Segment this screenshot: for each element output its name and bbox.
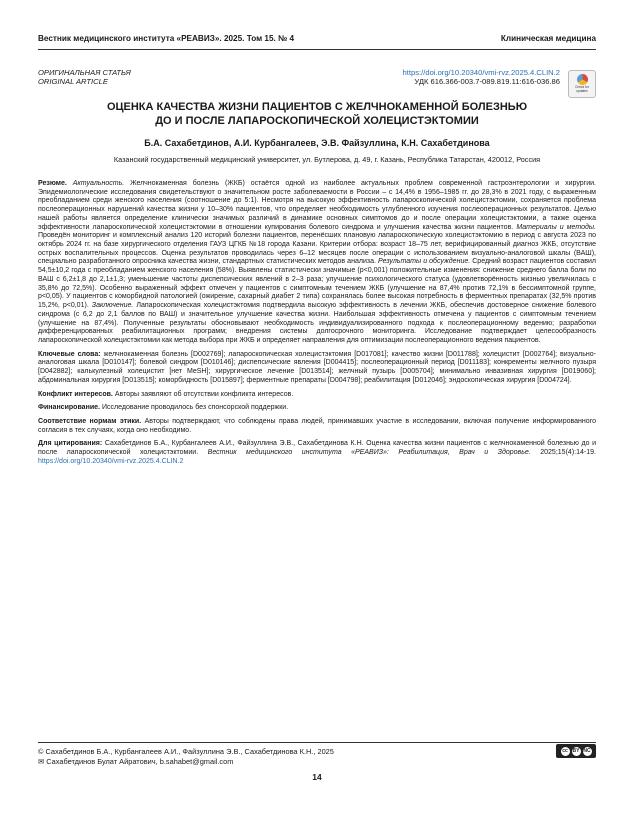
funding: Финансирование. Исследование проводилось без спонсорской поддержки. [38,404,289,412]
abstract: Резюме. Актуальность. Желчнокаменная болезнь (ЖКБ) остаётся одной из наиболее актуальных проблем современной гастроэнтерологии и хирургии. Эпидемиологические исследования свидетельствуют о значительном росте заболеваемости в России – с 14,4% в 1956–1985 гг. до 28,3% в 2021 году, с выраженным преобладанием среди женского населения (соотношение до 5:1). Несмотря на высокую эффективность лапароскопической холецистэктомии, сохраняется проблема послеоперационных нарушений качества жизни у 10–30% пациентов, что определяет необходимость углубленного изучения послеоперационных результатов. Целью нашей работы является определение клинически значимых различий в динамике основных симптомов до и после операции холецистэктомии, а также оценка эффективности лапароскопической холецистэктомии в отношении купирования болевого синдрома и улучшения качества жизни пациентов. Материалы и методы. Проведён мониторинг и комплексный анализ 120 историй болезни пациентов, перенёсших плановую лапароскопическую холецистэктомию в период с августа 2023 по октябрь 2024 гг. на базе хирургического отделения ГАУЗ ЦГКБ №18 города Казани. Критерии отбора: возраст 18–75 лет, верифицированный диагноз ЖКБ, отсутствие острых воспалительных процессов. Оценка результатов проводилась через 6–12 месяцев после операции с использованием визуально-аналоговой шкалы (ВАШ), специально разработанного опросника качества жизни, стандартных статистических методов анализа. Результаты и обсуждение. Средний возраст пациентов составил 54,5±10,2 года с преобладанием женского населения (58%). Выявлены статистически значимые (p<0,001) положительные изменения: снижение среднего балла боли по ВАШ с 6,2±1,8 до 2,1±1,3; уменьшение частоты диспепсических явлений в 2–3 раза; улучшение психологического статуса (удовлетворённость жизнью увеличилась с 35,8% до 72,5%). Особенно выраженный эффект отмечен у пациентов с симптомным течением ЖКБ (улучшение на 87,4% против 72,1% в бессимптомной группе, p<0,05). У пациентов с коморбидной патологией (ожирение, сахарный диабет 2 типа) сохранялась более высокая потребность в ферментных препаратах (32,5% против 15,2%, p<0,01). Заключение. Лапароскопическая холецистэктомия подтвердила высокую эффективность в лечении ЖКБ, обеспечив достоверное снижение болевого синдрома (с 6,2 до 2,1 баллов по ВАШ) и значительное улучшение качества жизни. Наибольшая эффективность отмечена у пациентов с симптомным течением (улучшение на 87,4%). Полученные результаты обосновывают необходимость индивидуализированного подхода к послеоперационному ведению; разработки дифференцированных реабилитационных программ; внедрения системы долгосрочного мониторинга. Исследование подтверждает целесообразность лапароскопической холецистэктомии как метода выбора при ЖКБ и определяет направления для оптимизации послеоперационного ведения пациентов. [38,180,597,344]
nc-icon: NC [583,747,591,754]
header-divider [38,49,596,50]
journal-name: Вестник медицинского института «РЕАВИЗ». 2025. Том 15. № 4 [38,34,295,43]
footer-divider [38,742,596,743]
ethics: Соответствие нормам этики. Авторы подтверждают, что соблюдены права людей, принимавших участие в исследовании, включая получение информированного согласия в тех случаях, когда оно необходимо. [38,417,597,434]
article-type-ru: ОРИГИНАЛЬНАЯ СТАТЬЯ [38,68,131,77]
page-number: 14 [312,772,322,782]
citation: Для цитирования: Сахабетдинов Б.А., Курбангалеев А.И., Файзуллина Э.В., Сахабетдинова К.Н. Оценка качества жизни пациентов с желчнокаменной болезнью до и после лапароскопической холецистэктомии. Вестник медицинского института «РЕАВИЗ»: Реабилитация, Врач и Здоровье. 2025;15(4):14-19. https://doi.org/10.20340/vmi-rvz.2025.4.CLIN.2 [38,440,597,465]
cc-icon: cc [562,747,568,754]
contact-email: ✉ Сахабетдинов Булат Айратович, b.sahabet@gmail.com [38,757,234,766]
article-meta [38,68,596,98]
check-for-updates-badge[interactable]: Check for updates [568,70,596,98]
conflict-of-interest: Конфликт интересов. Авторы заявляют об отсутствии конфликта интересов. [38,390,294,398]
doi-link[interactable]: https://doi.org/10.20340/vmi-rvz.2025.4.CLIN.2 [402,68,560,77]
article-type-en: ORIGINAL ARTICLE [38,77,108,86]
affiliation: Казанский государственный медицинский университет, ул. Бутлерова, д. 49, г. Казань, Республика Татарстан, 420012, Россия [113,155,541,164]
by-icon: BY [572,747,580,754]
keywords: Ключевые слова: желчнокаменная болезнь [D002769]; лапароскопическая холецистэктомия [D017081]; качество жизни [D011788]; холецистит [D002764]; визуально-аналоговая шкала [D010147]; болевой синдром [D010146]; диспепсические явления [D004415]; послеоперационный период [D011183]; конкременты желчного пузыря [D042882]; калькулезный холецистит [нет MeSH]; хирургическое лечение [D013514]; желчный пузырь [D005704]; минимально инвазивная хирургия [D019060]; абдоминальная хирургия [D013515]; коморбидность [D015897]; ферментные препараты [D004798]; реабилитация [D012046]; эндоскопическая хирургия [D004724]. [38,350,596,384]
footer [38,747,334,767]
cc-license-icon[interactable] [556,744,596,758]
article-title: ОЦЕНКА КАЧЕСТВА ЖИЗНИ ПАЦИЕНТОВ С ЖЕЛЧНОКАМЕННОЙ БОЛЕЗНЬЮ ДО И ПОСЛЕ ЛАПАРОСКОПИЧЕСКОЙ ХОЛЕЦИСТЭКТОМИИ [106,101,528,127]
running-header [38,34,596,46]
authors: Б.А. Сахабетдинов, А.И. Курбангалеев, Э.В. Файзуллина, К.Н. Сахабетдинова [144,138,490,148]
section-name: Клиническая медицина [500,34,596,43]
copyright: © Сахабетдинов Б.А., Курбангалеев А.И., Файзуллина Э.В., Сахабетдинова К.Н., 2025 [38,747,334,756]
udk-code: УДК 616.366-003.7-089.819.11:616-036.86 [414,77,560,86]
crossmark-icon [577,74,588,85]
citation-doi-link[interactable]: https://doi.org/10.20340/vmi-rvz.2025.4.CLIN.2 [38,457,184,465]
article-body [38,180,596,472]
